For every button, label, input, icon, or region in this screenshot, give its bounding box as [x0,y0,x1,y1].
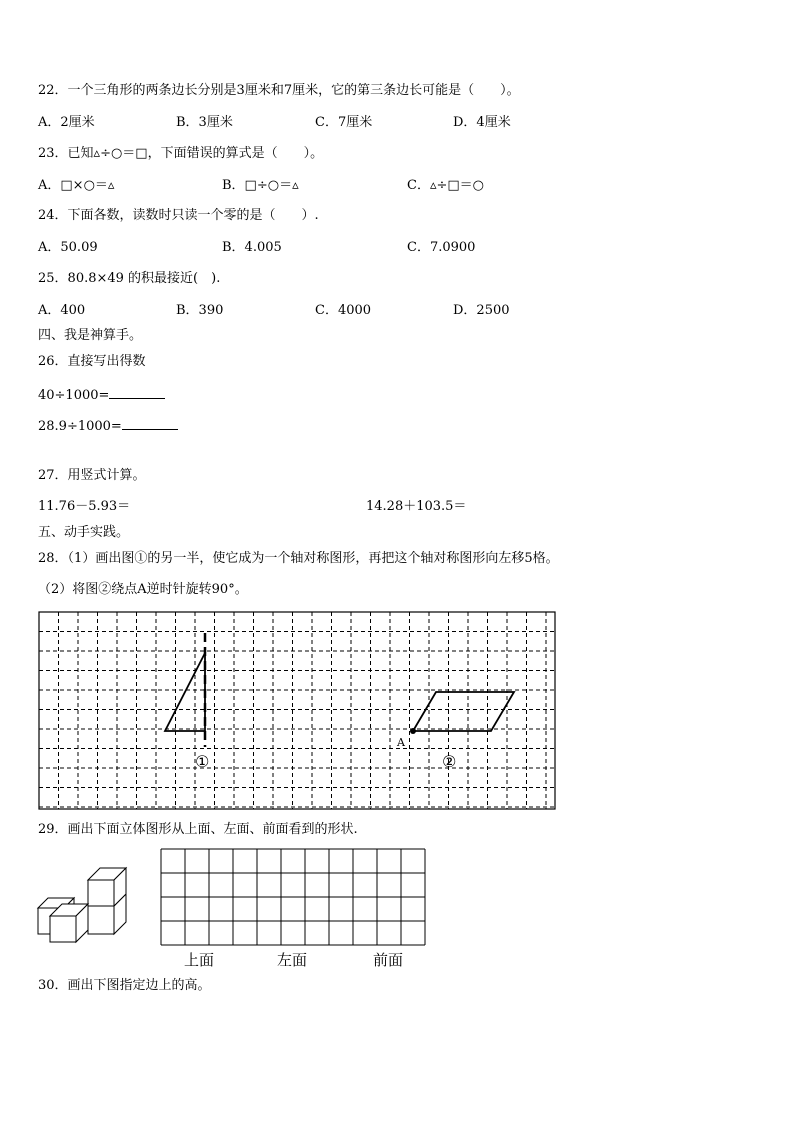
q24-option-c: C．7.0900 [407,240,476,255]
q30-stem: 30．画出下图指定边上的高。 [38,978,211,993]
section-4-heading: 四、我是神算手。 [38,328,143,343]
cube-stack-figure [36,866,132,946]
q22-option-a: A．2厘米 [38,115,95,130]
q22-stem: 22．一个三角形的两条边长分别是3厘米和7厘米，它的第三条边长可能是（ ）。 [38,83,520,98]
q25-option-a: A．400 [38,303,86,318]
caption-left-view: 左面 [277,951,308,969]
q27-item-2: 14.28＋103.5＝ [366,499,467,514]
q24-option-a: A．50.09 [38,240,98,255]
q26-item-1: 40÷1000= [38,386,165,404]
q26-stem: 26．直接写出得数 [38,354,146,369]
q23-option-b: B．□÷○＝▵ [222,178,299,193]
q27-item-1: 11.76－5.93＝ [38,499,131,514]
q25-option-d: D．2500 [453,303,510,318]
q24-stem: 24．下面各数，读数时只读一个零的是（ ）. [38,208,319,223]
q22-option-c: C．7厘米 [315,115,373,130]
figure-1-half-triangle [165,653,205,731]
q29-answer-grid[interactable] [160,848,428,946]
q22-option-b: B．3厘米 [176,115,233,130]
caption-top-view: 上面 [184,951,215,969]
answer-blank[interactable] [109,386,165,399]
figure-1-label: ① [195,752,210,771]
point-a-label: A [397,736,405,749]
section-5-heading: 五、动手实践。 [38,525,130,540]
point-a-dot [410,728,416,734]
answer-blank[interactable] [122,417,178,430]
q25-option-c: C．4000 [315,303,372,318]
q25-option-b: B．390 [176,303,224,318]
q24-option-b: B．4.005 [222,240,282,255]
q27-stem: 27．用竖式计算。 [38,468,146,483]
q28-part2: （2）将图②绕点A逆时针旋转90°。 [38,582,248,597]
figure-2-parallelogram [413,692,514,731]
figure-2-label: ② [442,752,457,771]
caption-front-view: 前面 [373,951,404,969]
q26-item-2: 28.9÷1000= [38,417,178,435]
q25-stem: 25．80.8×49 的积最接近( ). [38,271,221,286]
q23-option-c: C．▵÷□＝○ [407,178,484,193]
q28-part1: 28．（1）画出图①的另一半，使它成为一个轴对称图形，再把这个轴对称图形向左移5格。 [38,551,559,566]
q23-option-a: A．□×○＝▵ [38,178,115,193]
q23-stem: 23．已知▵÷○＝□，下面错误的算式是（ ）。 [38,146,324,161]
q28-dotted-grid[interactable] [38,611,556,811]
q29-stem: 29．画出下面立体图形从上面、左面、前面看到的形状. [38,822,358,837]
q22-option-d: D．4厘米 [453,115,511,130]
